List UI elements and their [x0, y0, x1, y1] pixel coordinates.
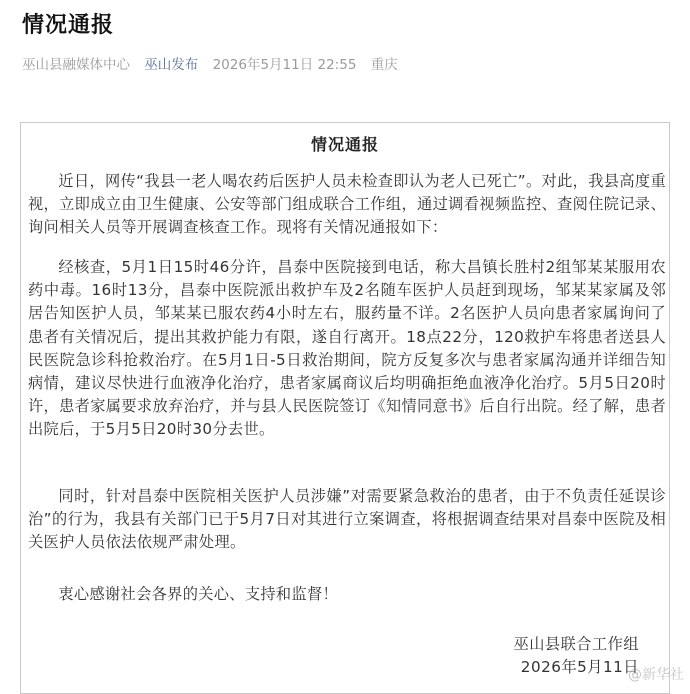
account-link[interactable]: 巫山发布	[144, 57, 199, 73]
notice-paragraph: 近日，网传“我县一老人喝农药后医护人员未检查即认为老人已死亡”。对此，我县高度重视，立即成立由卫生健康、公安等部门组成联合工作组，通过调看视频监控、查阅住院记录、询问相关人员等开展调查核查工作。现将有关情况通报如下：	[28, 172, 666, 237]
notice-heading: 情况通报	[310, 135, 379, 154]
notice-date: 2026年5月11日	[520, 658, 639, 676]
publish-datetime: 2026年5月11日 22:55	[212, 57, 357, 73]
source-watermark: @新华社	[628, 667, 684, 683]
notice-paragraph: 衷心感谢社会各界的关心、支持和监督！	[58, 585, 339, 603]
notice-paragraph: 同时，针对昌泰中医院相关医护人员涉嫌”对需要紧急救治的患者，由于不负责任延误诊治”的行为，我县有关部门已于5月7日对其进行立案调查，将根据调查结果对昌泰中医院及相关医护人员依法依规严肃处理。	[28, 487, 666, 552]
source-name: 巫山县融媒体中心	[22, 57, 130, 73]
publish-location: 重庆	[370, 57, 398, 73]
notice-paragraph: 经核查，5月1日15时46分许，昌泰中医院接到电话，称大昌镇长胜村2组邹某某服用农药中毒。16时13分，昌泰中医院派出救护车及2名随车医护人员赶到现场，邹某某家属及邻居告知医护人员，邹某某已服农药4小时左右，服药量不详。2名医护人员向患者家属询问了患者有关情况后，提出其救护能力有限，遂自行离开。18点22分，120救护车将患者送县人民医院急诊科抢救治疗。在5月1日-5日救治期间，院方反复多次与患者家属沟通并详细告知病情，建议尽快进行血液净化治疗，患者家属商议后均明确拒绝血液净化治疗。5月5日20时许，患者家属要求放弃治疗，并与县人民医院签订《知情同意书》后自行出院。经了解，患者出院后，于5月5日20时30分去世。	[28, 258, 666, 439]
notice-signature: 巫山县联合工作组	[513, 635, 639, 653]
article-meta	[22, 53, 408, 73]
article-title: 情况通报	[22, 13, 115, 38]
notice-image	[20, 122, 670, 694]
